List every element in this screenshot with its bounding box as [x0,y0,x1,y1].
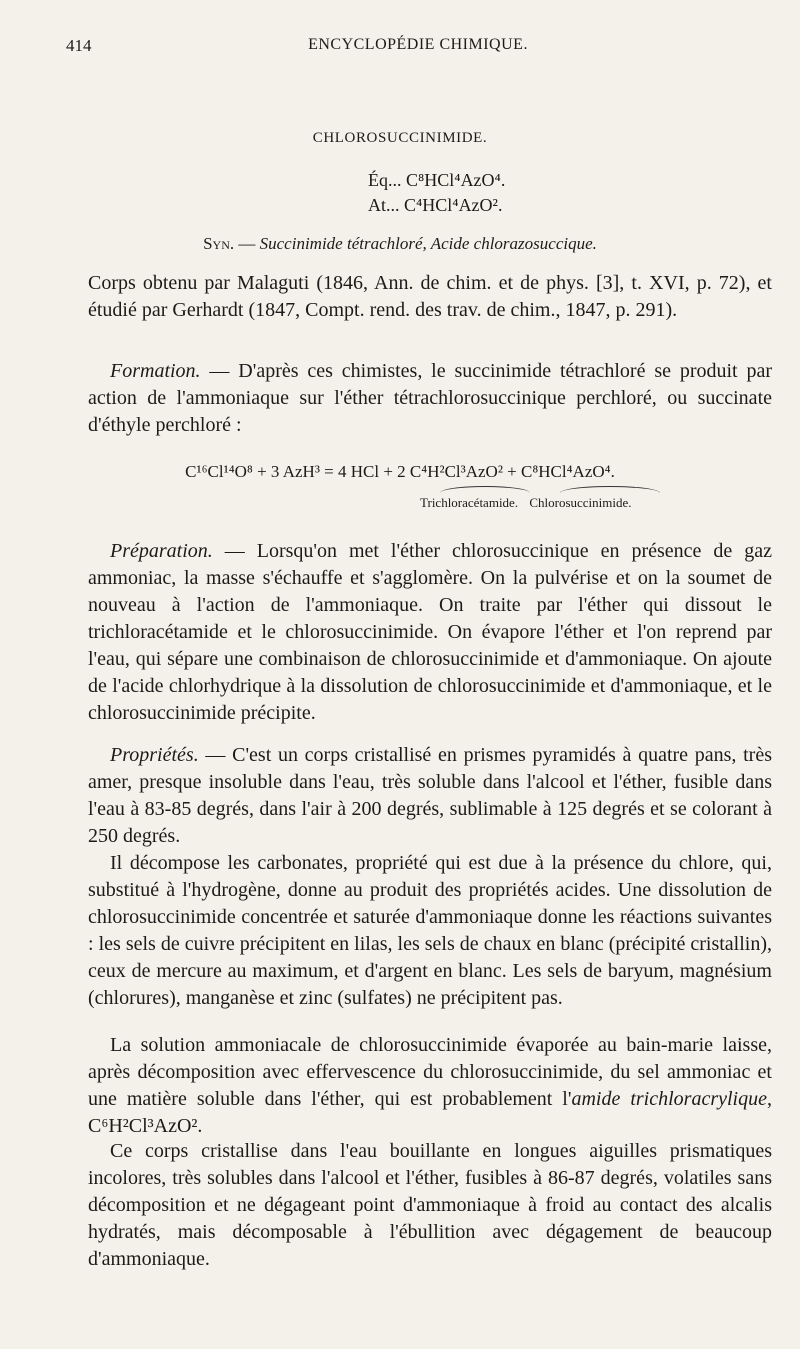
synonyms-line [0,234,800,254]
formation-heading: Formation. [110,360,201,382]
label-trichloracetamide: Trichloracétamide. [420,495,519,510]
amide-name: amide trichloracrylique [571,1088,767,1110]
properties-paragraph-2: Il décompose les carbonates, propriété qui est due à la présence du chlore, qui, substitué à l'hydrogène, donne au produit des propriétés acides. Une dissolution de chlorosuccinimide concentrée et saturée d'ammoniaque donne les réactions suivantes : les sels de cuivre précipitent en lilas, les sels de chaux en blanc (précipité cristallin), ceux de mercure au maximum, et d'argent en blanc. Les sels de baryum, magnésium (chlorures), manganèse et zinc (sulfates) ne précipitent pas. [88,852,772,1009]
properties-paragraph-4: Ce corps cristallise dans l'eau bouillante en longues aiguilles prismatiques incolores, très solubles dans l'alcool et l'éther, fusibles à 86-87 degrés, volatiles sans décomposition et ne dégageant point d'ammoniaque à froid au contact des alcalis hydratés, mais décomposable à l'ébullition avec dégagement de beaucoup d'ammoniaque. [88,1140,772,1270]
eq-value: C⁸HCl⁴AzO⁴. [406,170,506,190]
brace-trichloracetamide [440,486,530,493]
at-label: At... [368,195,400,215]
properties-text-1: — C'est un corps cristallisé en prismes pyramidés à quatre pans, très amer, presque insoluble dans l'eau, très soluble dans l'alcool et l'éther, fusible dans l'eau à 83-85 degrés, dans l'air à 200 degrés, sublimable à 125 degrés et se colorant à 250 degrés. [88,744,772,847]
properties-paragraph-1 [88,742,772,850]
label-chlorosuccinimide: Chlorosuccinimide. [529,495,632,510]
eq-label: Éq... [368,170,402,190]
syn-text: Succinimide tétrachloré, Acide chlorazosuccique. [259,234,597,253]
reaction-equation: C¹⁶Cl¹⁴O⁸ + 3 AzH³ = 4 HCl + 2 C⁴H²Cl³AzO² + C⁸HCl⁴AzO⁴. [185,462,615,481]
intro-paragraph: Corps obtenu par Malaguti (1846, Ann. de chim. et de phys. [3], t. XVI, p. 72), et étudié par Gerhardt (1847, Compt. rend. des trav. de chim., 1847, p. 291). [88,272,772,321]
page-number: 414 [66,36,92,55]
formation-text: — D'après ces chimistes, le succinimide tétrachloré se produit par action de l'ammoniaque sur l'éther tétrachlorosuccinique perchloré, ou succinate d'éthyle perchloré : [88,360,772,436]
preparation-text: — Lorsqu'on met l'éther chlorosuccinique en présence de gaz ammoniac, la masse s'échauffe et s'agglomère. On la pulvérise et on la soumet de nouveau à l'action de l'ammoniaque. On traite par l'éther qui dissout le trichloracétamide et le chlorosuccinimide. On évapore l'éther et l'on reprend par l'eau, qui sépare une combinaison de chlorosuccinimide et d'ammoniaque. On ajoute de l'acide chlorhydrique à la dissolution de chlorosuccinimide et d'ammoniaque, et le chlorosuccinimide précipite. [88,540,772,724]
brace-chlorosuccinimide [560,486,660,493]
page-header [66,36,770,58]
running-head: ENCYCLOPÉDIE CHIMIQUE. [308,36,528,53]
properties-text-3-end: , C⁶H²Cl³AzO². [88,1088,772,1137]
properties-text-3-start: La solution ammoniacale de chlorosuccinimide évaporée au bain-marie laisse, après décomposition avec effervescence du chlorosuccinimide, du sel ammoniac et une matière soluble dans l'éther, qui est probablement l' [88,1034,772,1110]
equation-labels [420,495,640,511]
properties-paragraph-3 [88,1032,772,1140]
preparation-paragraph [88,538,772,727]
article-title: CHLOROSUCCINIMIDE. [312,130,488,146]
equivalent-formula [368,170,505,191]
atomic-formula [368,195,502,216]
at-value: C⁴HCl⁴AzO². [404,195,503,215]
syn-label: Syn. — [203,234,256,253]
formation-paragraph [88,358,772,439]
preparation-heading: Préparation. [110,540,213,562]
properties-heading: Propriétés. [110,744,199,766]
